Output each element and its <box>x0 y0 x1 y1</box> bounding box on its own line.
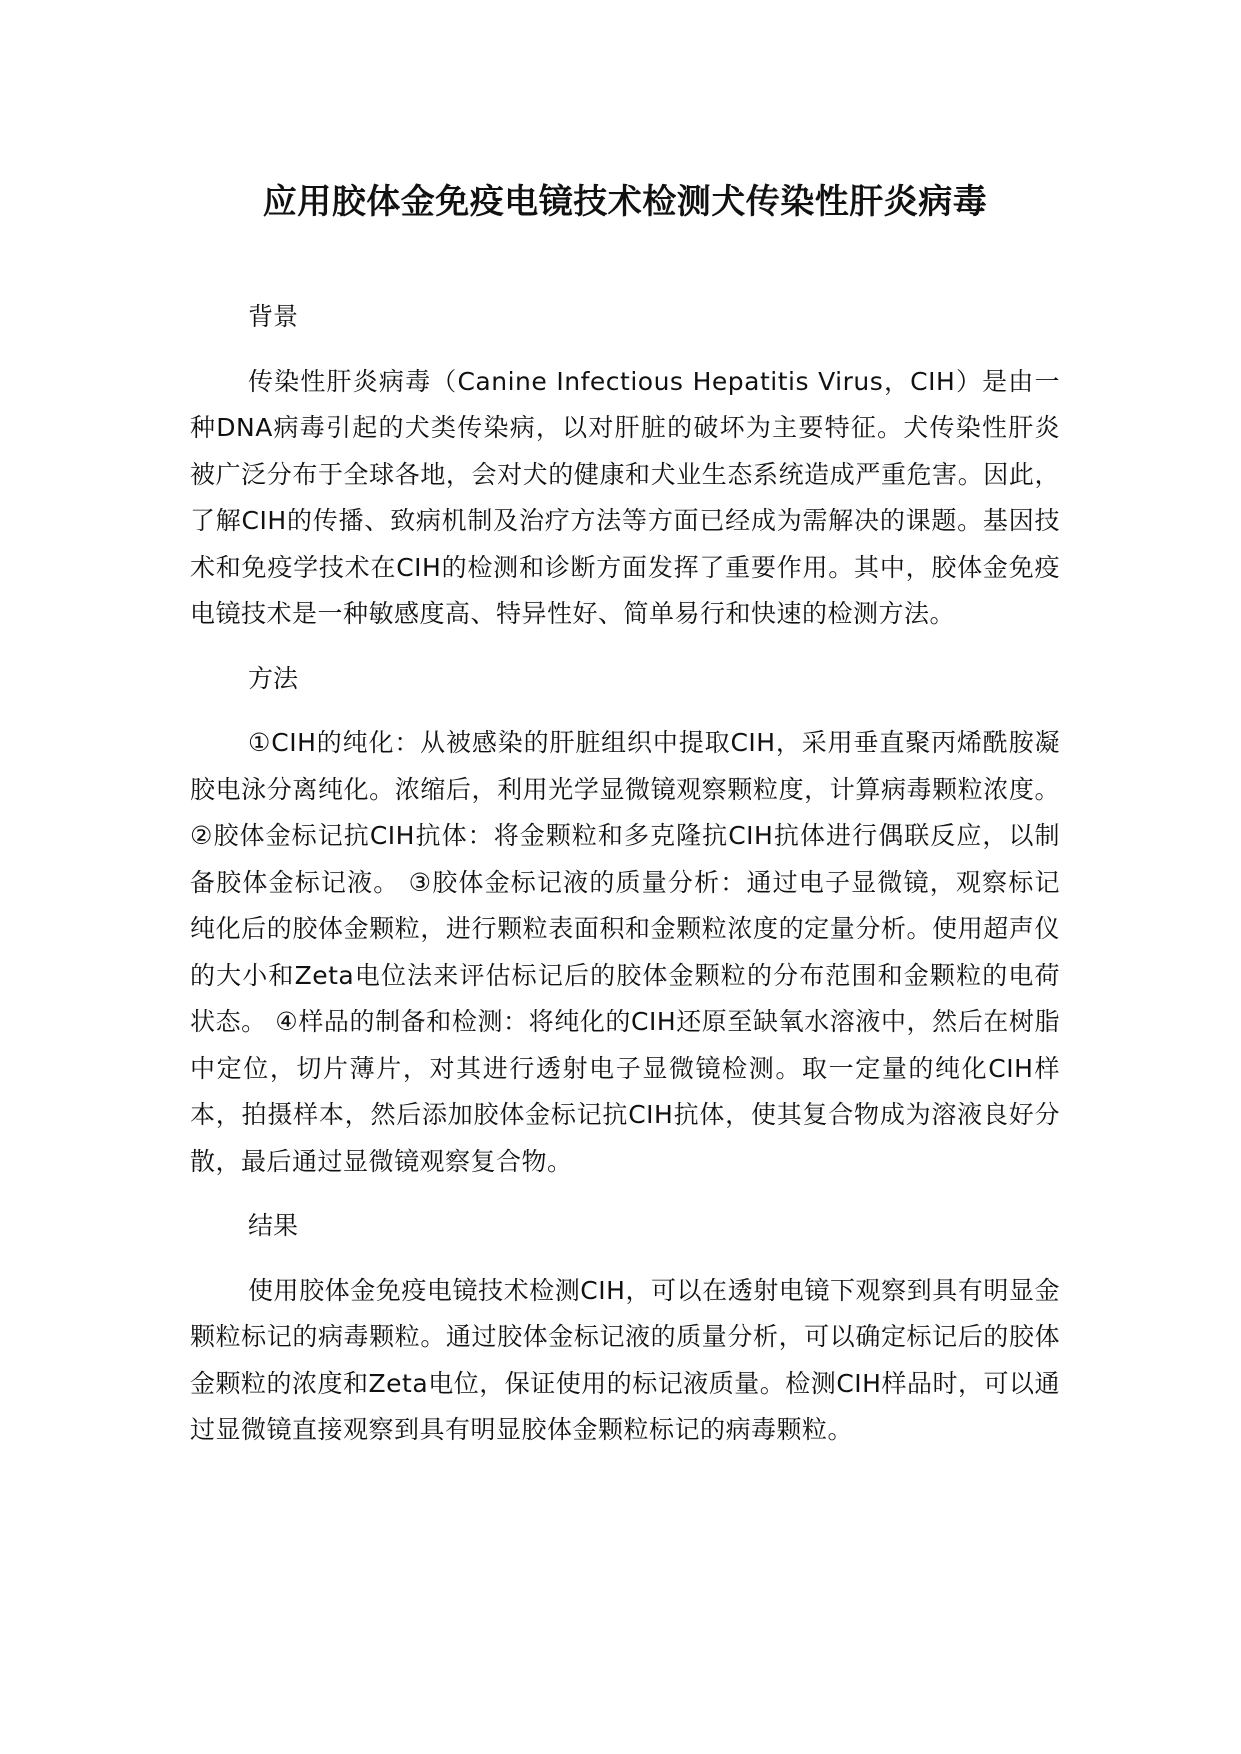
document-page <box>190 0 1060 1454</box>
methods-section <box>190 656 1060 1186</box>
methods-paragraph: ①CIH的纯化：从被感染的肝脏组织中提取CIH，采用垂直聚丙烯酰胺凝胶电泳分离纯化。浓缩后，利用光学显微镜观察颗粒度，计算病毒颗粒浓度。 ②胶体金标记抗CIH抗体：将金颗粒和多克隆抗CIH抗体进行偶联反应，以制备胶体金标记液。 ③胶体金标记液的质量分析：通过电子显微镜，观察标记纯化后的胶体金颗粒，进行颗粒表面积和金颗粒浓度的定量分析。使用超声仪的大小和Zeta电位法来评估标记后的胶体金颗粒的分布范围和金颗粒的电荷状态。 ④样品的制备和检测：将纯化的CIH还原至缺氧水溶液中，然后在树脂中定位，切片薄片，对其进行透射电子显微镜检测。取一定量的纯化CIH样本，拍摄样本，然后添加胶体金标记抗CIH抗体，使其复合物成为溶液良好分散，最后通过显微镜观察复合物。 <box>190 728 1060 1176</box>
results-paragraph: 使用胶体金免疫电镜技术检测CIH，可以在透射电镜下观察到具有明显金颗粒标记的病毒颗粒。通过胶体金标记液的质量分析，可以确定标记后的胶体金颗粒的浓度和Zeta电位，保证使用的标记液质量。检测CIH样品时，可以通过显微镜直接观察到具有明显胶体金颗粒标记的病毒颗粒。 <box>190 1275 1060 1444</box>
background-paragraph: 传染性肝炎病毒（Canine Infectious Hepatitis Virus，CIH）是由一种DNA病毒引起的犬类传染病，以对肝脏的破坏为主要特征。犬传染性肝炎被广泛分布于全球各地，会对犬的健康和犬业生态系统造成严重危害。因此，了解CIH的传播、致病机制及治疗方法等方面已经成为需解决的课题。基因技术和免疫学技术在CIH的检测和诊断方面发挥了重要作用。其中，胶体金免疫电镜技术是一种敏感度高、特异性好、简单易行和快速的检测方法。 <box>190 366 1060 628</box>
document-title: 应用胶体金免疫电镜技术检测犬传染性肝炎病毒 <box>262 182 988 222</box>
results-section <box>190 1203 1060 1454</box>
background-section <box>190 294 1060 638</box>
methods-heading: 方法 <box>248 663 299 693</box>
background-heading: 背景 <box>248 302 299 331</box>
results-heading: 结果 <box>248 1211 299 1240</box>
